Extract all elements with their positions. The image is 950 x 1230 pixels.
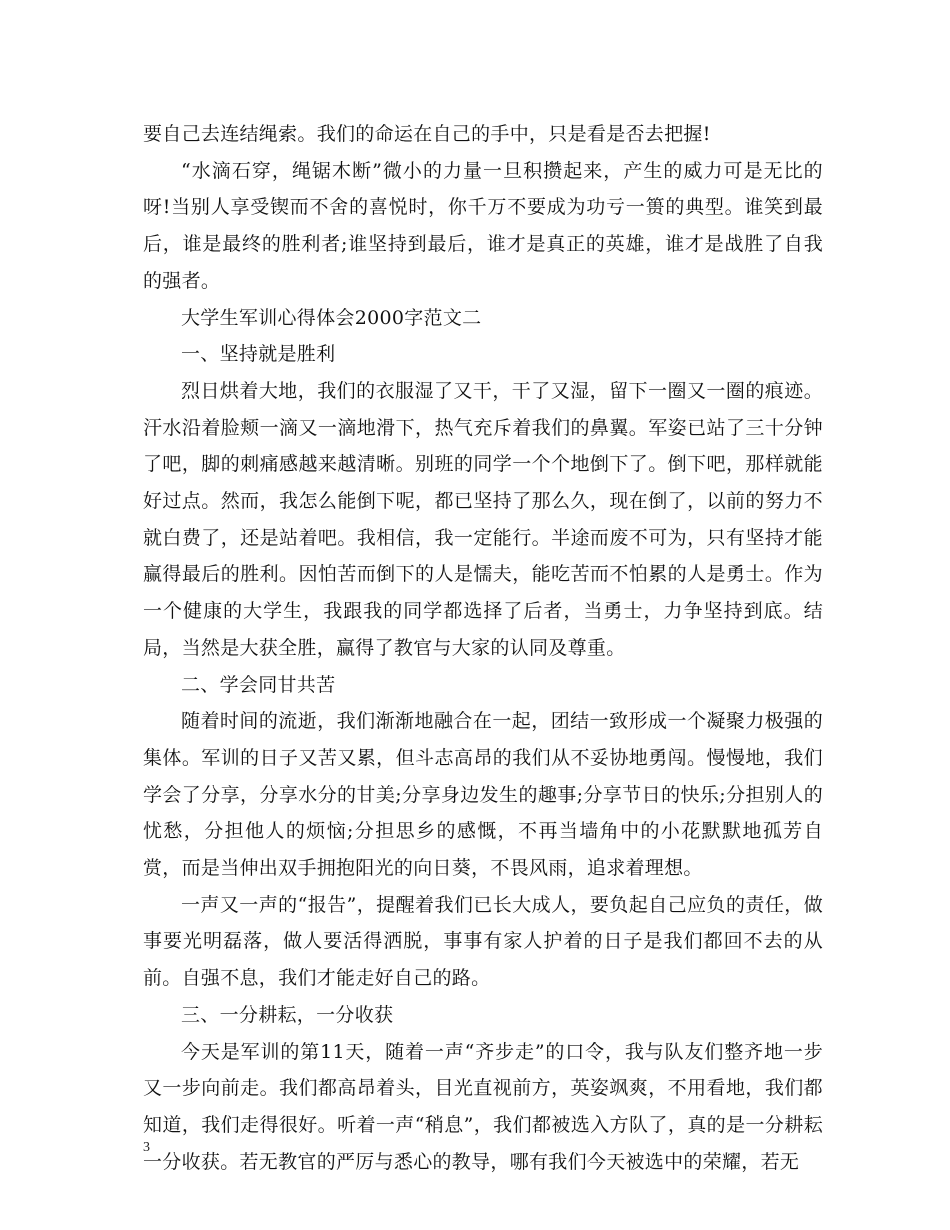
paragraph: 随着时间的流逝，我们渐渐地融合在一起，团结一致形成一个凝聚力极强的集体。军训的日子又苦又累，但斗志高昂的我们从不妥协地勇闯。慢慢地，我们学会了分享，分享水分的甘美;分享身边发生的趣事;分享节日的快乐;分担别人的忧愁，分担他人的烦恼;分担思乡的感慨，不再当墙角中的小花默默地孤芳自赏，而是当伸出双手拥抱阳光的向日葵，不畏风雨，追求着理想。 <box>143 710 823 880</box>
document-body <box>143 116 823 1180</box>
paragraph: 烈日烘着大地，我们的衣服湿了又干，干了又湿，留下一圈又一圈的痕迹。汗水沿着脸颊一滴又一滴地滑下，热气充斥着我们的鼻翼。军姿已站了三十分钟了吧，脚的刺痛感越来越清晰。别班的同学一个个地倒下了。倒下吧，那样就能好过点。然而，我怎么能倒下呢，都已坚持了那么久，现在倒了，以前的努力不就白费了，还是站着吧。我相信，我一定能行。半途而废不可为，只有坚持才能赢得最后的胜利。因怕苦而倒下的人是懦夫，能吃苦而不怕累的人是勇士。作为一个健康的大学生，我跟我的同学都选择了后者，当勇士，力争坚持到底。结局，当然是大获全胜，赢得了教官与大家的认同及尊重。 <box>143 379 823 659</box>
section-title: 大学生军训心得体会2000字范文二 <box>181 306 482 329</box>
section-heading: 一、坚持就是胜利 <box>181 343 336 366</box>
paragraph: 今天是军训的第11天，随着一声“齐步走”的口令，我与队友们整齐地一步又一步向前走。我们都高昂着头，目光直视前方，英姿飒爽，不用看地，我们都知道，我们走得很好。听着一声“稍息”，我们都被选入方队了，真的是一分耕耘一分收获。若无教官的严厉与悉心的教导，哪有我们今天被选中的荣耀，若无 <box>143 1040 823 1173</box>
page-number: 3 <box>143 1140 150 1155</box>
paragraph: 一声又一声的“报告”，提醒着我们已长大成人，要负起自己应负的责任，做事要光明磊落，做人要活得洒脱，事事有家人护着的日子是我们都回不去的从前。自强不息，我们才能走好自己的路。 <box>143 893 823 990</box>
paragraph: “水滴石穿，绳锯木断”微小的力量一旦积攒起来，产生的威力可是无比的呀!当别人享受锲而不舍的喜悦时，你千万不要成为功亏一篑的典型。谁笑到最后，谁是最终的胜利者;谁坚持到最后，谁才是真正的英雄，谁才是战胜了自我的强者。 <box>143 159 823 292</box>
paragraph: 要自己去连结绳索。我们的命运在自己的手中，只是看是否去把握! <box>143 123 711 145</box>
section-heading: 三、一分耕耘，一分收获 <box>181 1003 394 1026</box>
section-heading: 二、学会同甘共苦 <box>181 673 336 696</box>
